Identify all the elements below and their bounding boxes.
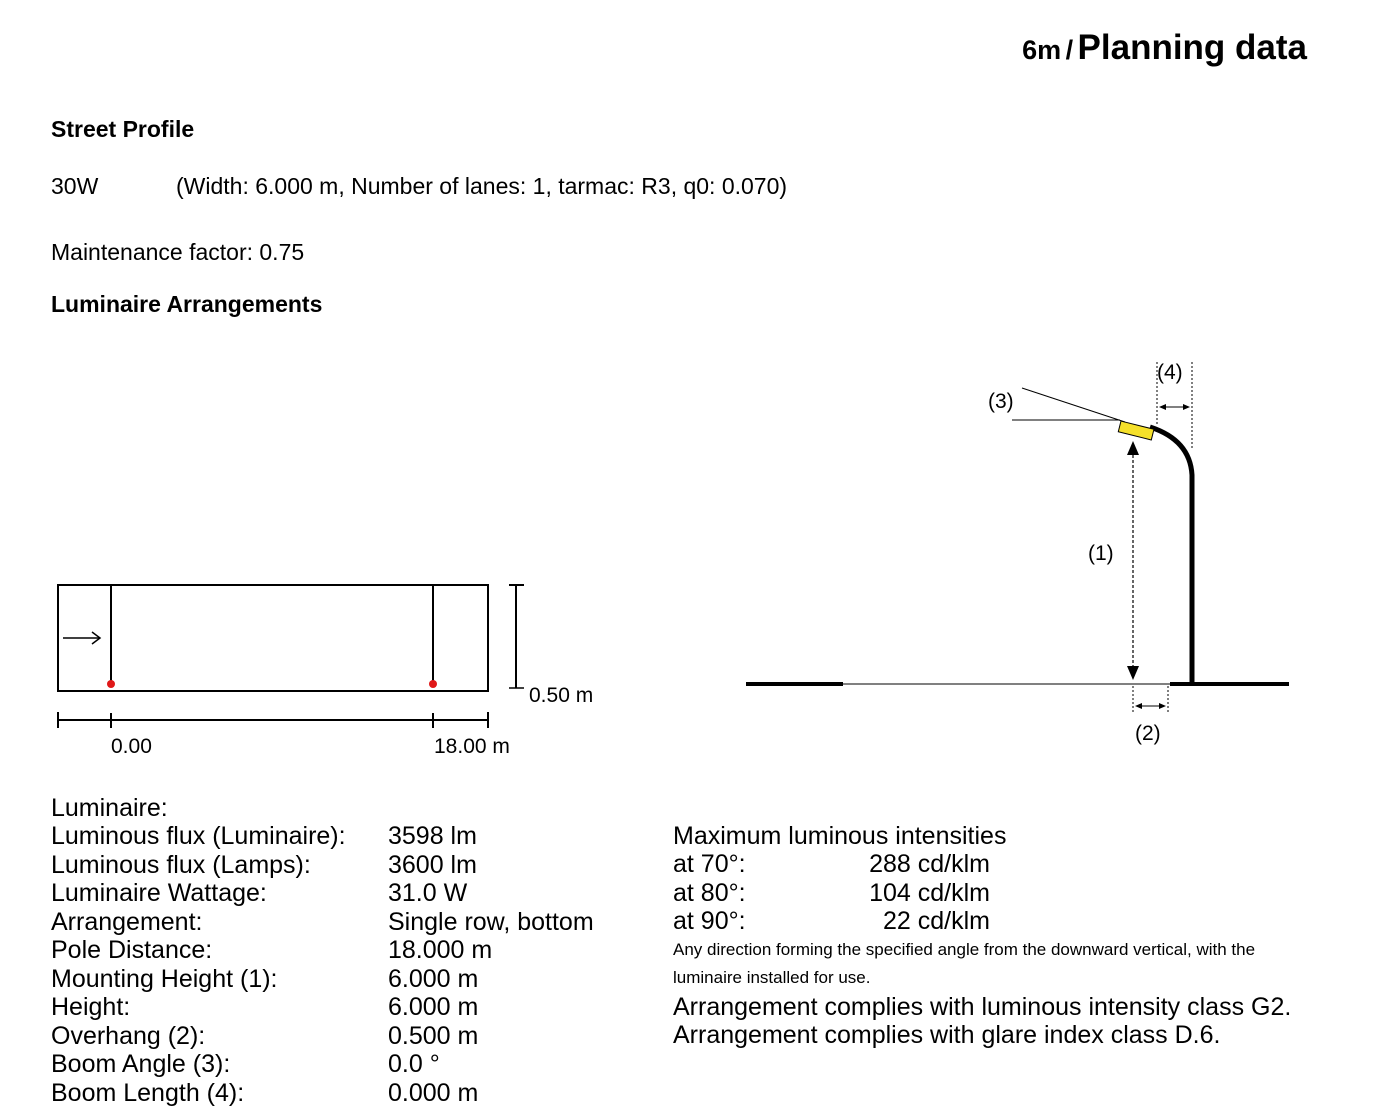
intensity-angle: at 90°: xyxy=(673,907,746,935)
luminaire-row-label: Height: xyxy=(51,993,131,1021)
luminaire-row-label: Arrangement: xyxy=(51,907,203,936)
luminaire-row-label: Boom Length (4): xyxy=(51,1078,245,1107)
luminaire-row-label: Overhang (2): xyxy=(51,1021,206,1050)
intensity-value: 22 cd/klm xyxy=(883,907,990,935)
luminaire-row-label: Boom Angle (3): xyxy=(51,1050,231,1078)
overhang-label: (2) xyxy=(1135,722,1161,745)
mounting-height-dimension xyxy=(1127,441,1139,680)
maintenance-factor: Maintenance factor: 0.75 xyxy=(51,239,305,265)
luminaire-row-label: Luminaire Wattage: xyxy=(51,879,267,907)
luminaire-row-label: Luminous flux (Luminaire): xyxy=(51,822,346,850)
street-profile-heading: Street Profile xyxy=(51,116,195,142)
offset-label: 0.50 m xyxy=(529,684,594,707)
mounting-height-label: (1) xyxy=(1088,542,1114,565)
street-profile-name: 30W xyxy=(51,173,99,199)
luminaire-row-value: 3598 lm xyxy=(388,822,477,850)
luminaire-row-value: 0.500 m xyxy=(388,1021,479,1050)
luminaire-row-value: 6.000 m xyxy=(388,964,479,993)
luminaire-row-label: Pole Distance: xyxy=(51,936,213,964)
luminaire-row-value: 6.000 m xyxy=(388,993,479,1021)
luminaire-row-label: Mounting Height (1): xyxy=(51,964,278,993)
boom-angle-label: (3) xyxy=(988,390,1014,413)
luminaire-row-value: 18.000 m xyxy=(388,936,493,964)
compliance-glare-class: Arrangement complies with glare index class D.6. xyxy=(673,1021,1221,1049)
intensity-note-line-1: Any direction forming the specified angle from the downward vertical, with the xyxy=(673,940,1256,959)
luminaire-values xyxy=(388,822,594,1107)
luminaire-row-value: 0.000 m xyxy=(388,1078,479,1107)
luminaire-heading: Luminaire: xyxy=(51,794,168,822)
compliance-intensity-class: Arrangement complies with luminous intensity class G2. xyxy=(673,993,1292,1021)
luminaire-arrangements-heading: Luminaire Arrangements xyxy=(51,291,323,317)
title-separator: / xyxy=(1065,35,1074,65)
luminaire-row-label: Luminous flux (Lamps): xyxy=(51,850,311,879)
distance-end-label: 18.00 m xyxy=(434,735,510,758)
luminaire-row-value: 0.0 ° xyxy=(388,1050,440,1078)
luminaire-row-value: 31.0 W xyxy=(388,879,468,907)
overhang-dimension xyxy=(1133,686,1168,712)
luminaire-row-value: Single row, bottom xyxy=(388,907,594,936)
intensity-value: 288 cd/klm xyxy=(869,850,990,878)
street-profile-details: (Width: 6.000 m, Number of lanes: 1, tarmac: R3, q0: 0.070) xyxy=(176,173,788,199)
boom-angle-ray xyxy=(1022,388,1125,422)
intensity-values xyxy=(790,850,990,936)
title-main: Planning data xyxy=(1077,28,1307,67)
intensity-angle: at 80°: xyxy=(673,878,746,907)
boom-length-label: (4) xyxy=(1157,361,1183,384)
distance-start-label: 0.00 xyxy=(111,735,152,758)
luminaire-head xyxy=(1118,421,1154,440)
intensity-value: 104 cd/klm xyxy=(869,878,990,907)
intensities-heading: Maximum luminous intensities xyxy=(673,822,1007,850)
luminaire-row-value: 3600 lm xyxy=(388,850,477,879)
intensity-angles xyxy=(673,850,746,936)
luminaire-labels xyxy=(51,822,346,1107)
intensity-note-line-2: luminaire installed for use. xyxy=(673,968,871,987)
title-prefix: 6m xyxy=(1022,35,1062,65)
intensity-angle: at 70°: xyxy=(673,850,746,878)
pole-shape xyxy=(1150,427,1192,684)
